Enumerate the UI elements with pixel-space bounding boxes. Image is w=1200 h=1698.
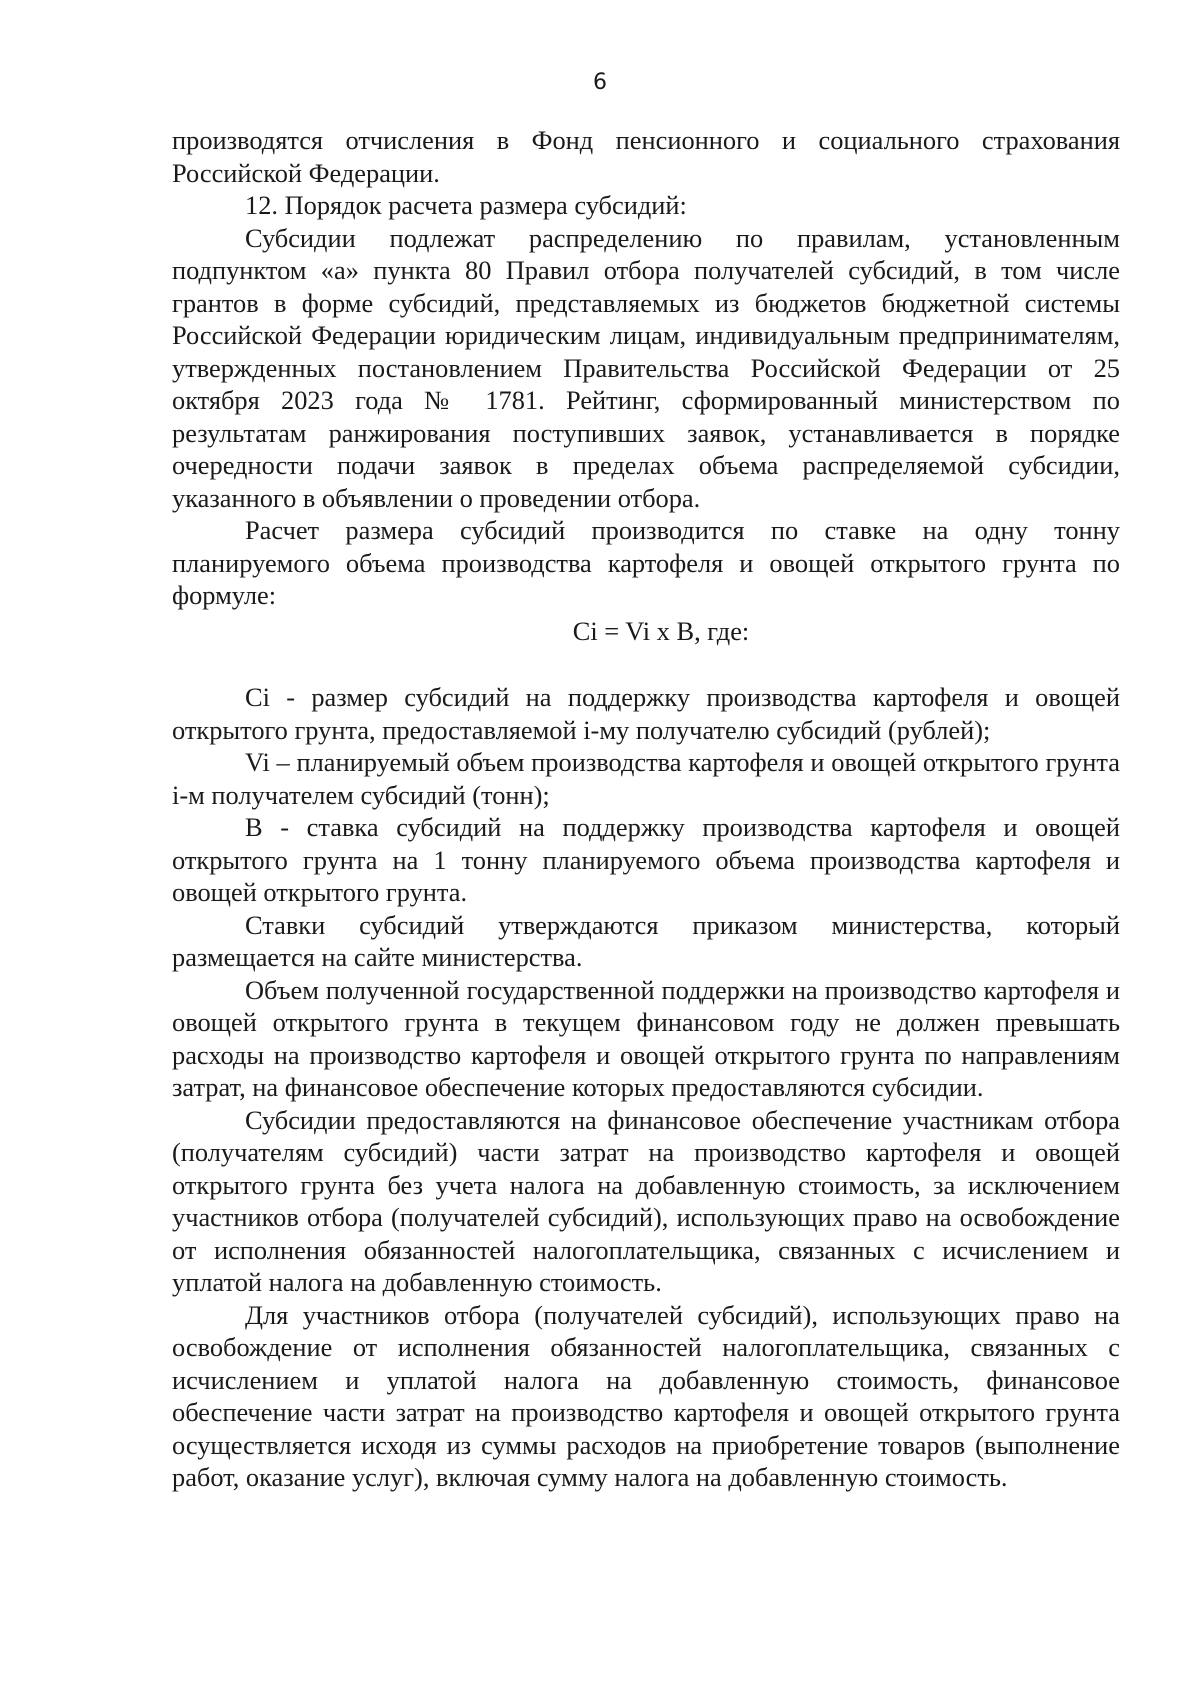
definition-b: B - ставка субсидий на поддержку производства картофеля и овощей открытого грунта на 1 тонну планируемого объема производства картофеля и овощей открытого грунта. — [172, 812, 1120, 907]
formula: Ci = Vi x B, где: — [572, 615, 750, 646]
definition-vi: Vi – планируемый объем производства картофеля и овощей открытого грунта i-м получателем субсидий (тонн); — [172, 747, 1120, 810]
paragraph-calculation-intro: Расчет размера субсидий производится по ставке на одну тонну планируемого объема производства картофеля и овощей открытого грунта по формуле: — [172, 515, 1120, 610]
paragraph-continuation: производятся отчисления в Фонд пенсионного и социального страхования Российской Федерации. — [172, 125, 1120, 188]
document-body — [172, 124, 1120, 1494]
paragraph-distribution-rules: Субсидии подлежат распределению по правилам, установленным подпунктом «а» пункта 80 Правил отбора получателей субсидий, в том числе грантов в форме субсидий, представляемых из бюджетов бюджетной системы Российской Федерации юридическим лицам, индивидуальным предпринимателям, утвержденных постановлением Правительства Российской Федерации от 25 октября 2023 года № 1781. Рейтинг, сформированный министерством по результатам ранжирования поступивших заявок, устанавливается в порядке очередности подачи заявок в пределах объема распределяемой субсидии, указанного в объявлении о проведении отбора. — [172, 222, 1120, 513]
paragraph-rates: Ставки субсидий утверждаются приказом министерства, который размещается на сайте министерства. — [172, 909, 1120, 972]
section-heading-12: 12. Порядок расчета размера субсидий: — [245, 190, 687, 220]
paragraph-support-limit: Объем полученной государственной поддержки на производство картофеля и овощей открытого грунта в текущем финансовом году не должен превышать расходы на производство картофеля и овощей открытого грунта по направлениям затрат, на финансовое обеспечение которых предоставляются субсидии. — [172, 974, 1120, 1102]
paragraph-vat-inclusion: Для участников отбора (получателей субсидий), использующих право на освобождение от исполнения обязанностей налогоплательщика, связанных с исчислением и уплатой налога на добавленную стоимость, финансовое обеспечение части затрат на производство картофеля и овощей открытого грунта осуществляется исходя из суммы расходов на приобретение товаров (выполнение работ, оказание услуг), включая сумму налога на добавленную стоимость. — [172, 1299, 1120, 1492]
definition-ci: Ci - размер субсидий на поддержку производства картофеля и овощей открытого грунта, предоставляемой i-му получателю субсидий (рублей); — [172, 682, 1120, 745]
page-number: 6 — [593, 70, 607, 95]
paragraph-vat-exclusion: Субсидии предоставляются на финансовое обеспечение участникам отбора (получателям субсидий) части затрат на производство картофеля и овощей открытого грунта без учета налога на добавленную стоимость, за исключением участников отбора (получателей субсидий), использующих право на освобождение от исполнения обязанностей налогоплательщика, связанных с исчислением и уплатой налога на добавленную стоимость. — [172, 1104, 1120, 1297]
